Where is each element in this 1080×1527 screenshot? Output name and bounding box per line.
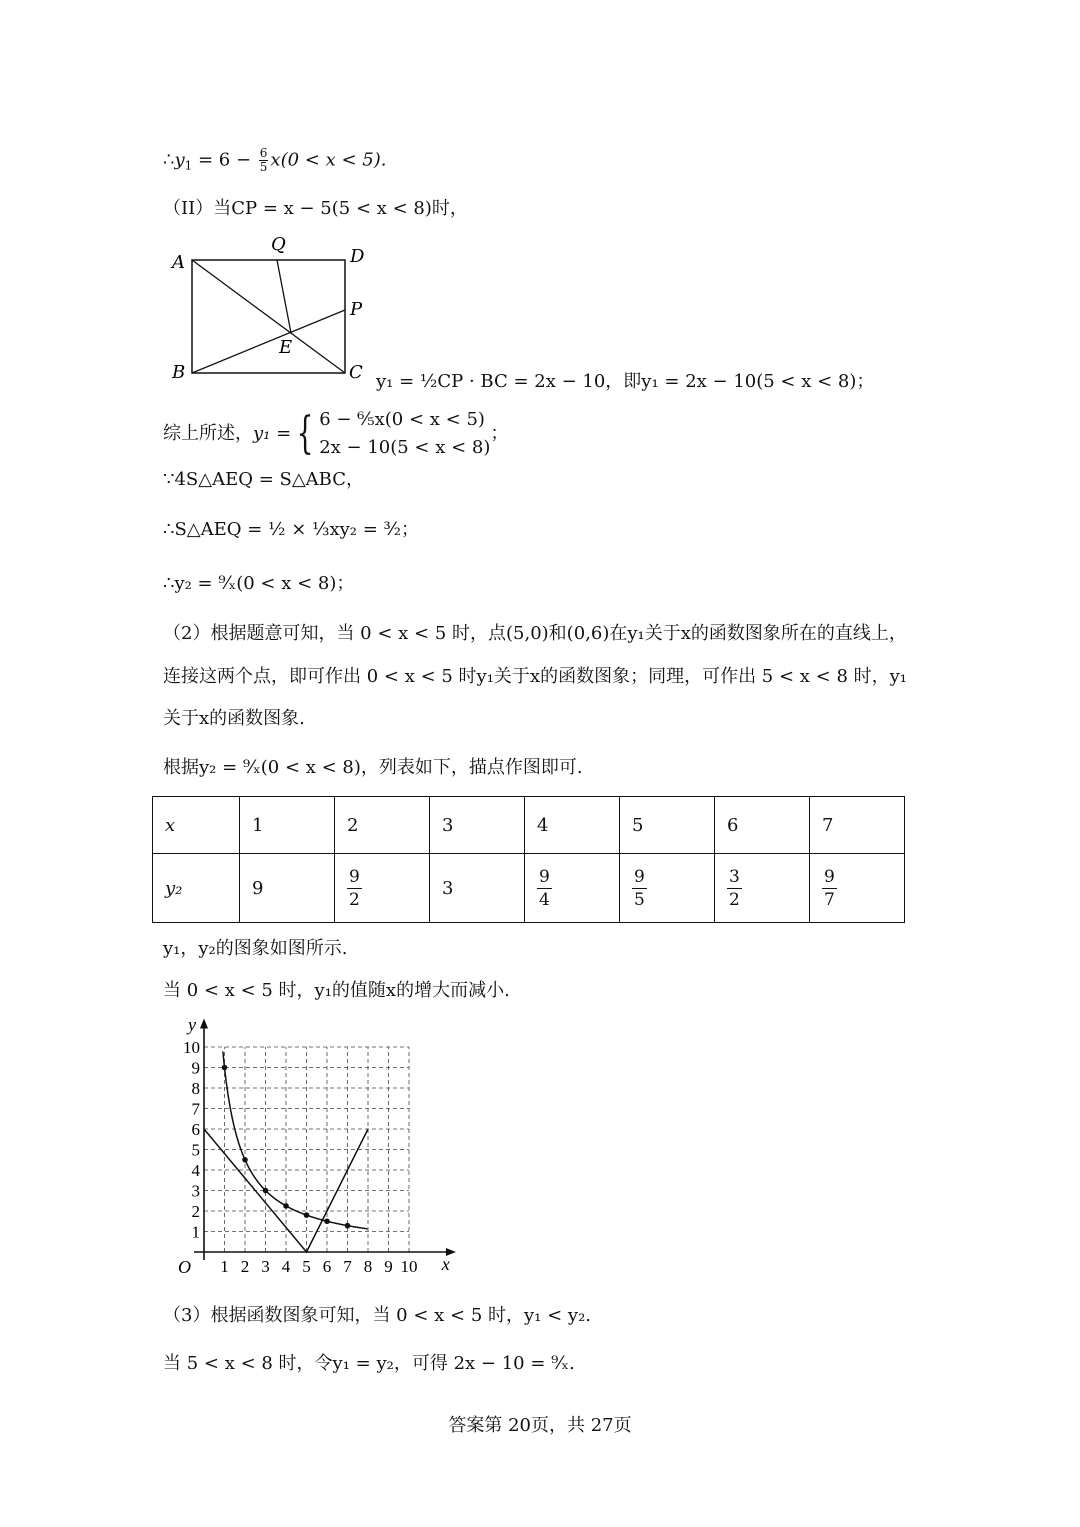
label-B: B (172, 362, 186, 383)
y2-curve (223, 1051, 368, 1228)
x-tick-label: 3 (261, 1257, 270, 1276)
y-axis-label: y (188, 1018, 196, 1035)
x-tick-label: 10 (400, 1257, 418, 1276)
y-tick-label: 10 (183, 1038, 200, 1057)
y-tick-label: 2 (191, 1202, 200, 1221)
function-graph (170, 1018, 460, 1283)
x-tick-label: 9 (384, 1257, 393, 1276)
x-tick-label: 8 (363, 1257, 373, 1276)
table-cell: 1 (240, 797, 335, 854)
table-header-y2: y₂ (153, 854, 240, 923)
x-axis-label: x (441, 1254, 450, 1274)
table-row-x (153, 797, 905, 854)
y2-point (304, 1212, 310, 1218)
y-tick-label: 1 (191, 1222, 200, 1242)
y-tick-label: 4 (191, 1161, 200, 1180)
label-D: D (350, 246, 365, 267)
x-tick-label: 4 (281, 1257, 291, 1276)
x-tick-label: 6 (322, 1257, 332, 1276)
table-row-y2 (153, 854, 905, 923)
table-cell: $\frac{9}{4}$ (525, 854, 620, 923)
area-relation: ∵4S△AEQ = S△ABC， (163, 469, 365, 490)
table-cell: 7 (810, 797, 905, 854)
part3-equation: 当 5 < x < 8 时，令y₁ = y₂，可得 2x − 10 = ⁹⁄ₓ. (163, 1353, 575, 1374)
y2-point (242, 1157, 248, 1163)
equation-y1-segment2: y₁ = ½CP · BC = 2x − 10，即y₁ = 2x − 10(5 < x < 8)； (376, 371, 875, 392)
label-C: C (349, 362, 363, 383)
table-cell: $\frac{9}{2}$ (335, 854, 430, 923)
y-axis-arrow (200, 1019, 208, 1029)
label-A: A (172, 252, 185, 273)
y-tick-label: 8 (191, 1079, 200, 1098)
y2-point (263, 1188, 269, 1194)
origin-label: O (178, 1257, 191, 1277)
monotonic-statement: 当 0 < x < 5 时，y₁的值随x的增大而减小. (163, 980, 510, 1001)
table-cell: $\frac{3}{2}$ (715, 854, 810, 923)
y-tick-label: 3 (191, 1181, 200, 1201)
table-cell: 5 (620, 797, 715, 854)
rectangle-figure (168, 232, 378, 387)
table-cell: $\frac{9}{7}$ (810, 854, 905, 923)
label-Q: Q (271, 234, 286, 255)
y2-point (345, 1223, 351, 1229)
table-cell: 6 (715, 797, 810, 854)
table-header-x: x (153, 797, 240, 854)
y2-point (324, 1218, 330, 1224)
table-intro: 根据y₂ = ⁹⁄ₓ(0 < x < 8)，列表如下，描点作图即可. (163, 757, 583, 778)
table-cell: 3 (430, 854, 525, 923)
label-E: E (279, 337, 293, 358)
y-tick-label: 9 (191, 1058, 200, 1078)
part2-paragraph-line3: 关于x的函数图象. (163, 708, 305, 729)
label-P: P (350, 299, 363, 320)
piecewise-summary: 综上所述，y₁ = { 6 − ⁶⁄₅x(0 < x < 5) 2x − 10(5 < x < 8) ； (163, 408, 509, 459)
y-tick-label: 7 (191, 1099, 200, 1119)
graph-caption: y₁，y₂的图象如图所示. (163, 938, 348, 959)
x-tick-label: 1 (220, 1257, 229, 1276)
x-tick-label: 7 (343, 1257, 352, 1276)
equation-y2: ∴y₂ = ⁹⁄ₓ(0 < x < 8)； (163, 573, 355, 594)
y2-point (222, 1065, 228, 1071)
page-footer: 答案第 20页，共 27页 (448, 1415, 632, 1436)
table-cell: 2 (335, 797, 430, 854)
x-tick-label: 2 (240, 1257, 250, 1276)
x-tick-label: 5 (302, 1257, 311, 1276)
values-table (152, 796, 905, 923)
area-equation: ∴S△AEQ = ½ × ⅓xy₂ = ³⁄₂； (163, 519, 419, 540)
part3-statement: （3）根据函数图象可知，当 0 < x < 5 时，y₁ < y₂. (163, 1305, 592, 1326)
part2-paragraph-line1: （2）根据题意可知，当 0 < x < 5 时，点(5,0)和(0,6)在y₁关于x的函数图象所在的直线上， (163, 623, 907, 644)
table-cell: 3 (430, 797, 525, 854)
case-ii-heading: （II）当CP = x − 5(5 < x < 8)时， (163, 198, 468, 219)
table-cell: $\frac{9}{5}$ (620, 854, 715, 923)
y-tick-label: 5 (191, 1140, 200, 1160)
equation-y1-segment1: $\therefore y_1 = 6$ − $\frac{6}{5}$ x(0 < x < 5). (163, 146, 387, 174)
y-tick-label: 6 (191, 1120, 200, 1139)
table-cell: 4 (525, 797, 620, 854)
part2-paragraph-line2: 连接这两个点，即可作出 0 < x < 5 时y₁关于x的函数图象；同理，可作出 5 < x < 8 时，y₁ (163, 666, 908, 687)
table-cell: 9 (240, 854, 335, 923)
y2-point (283, 1203, 289, 1209)
